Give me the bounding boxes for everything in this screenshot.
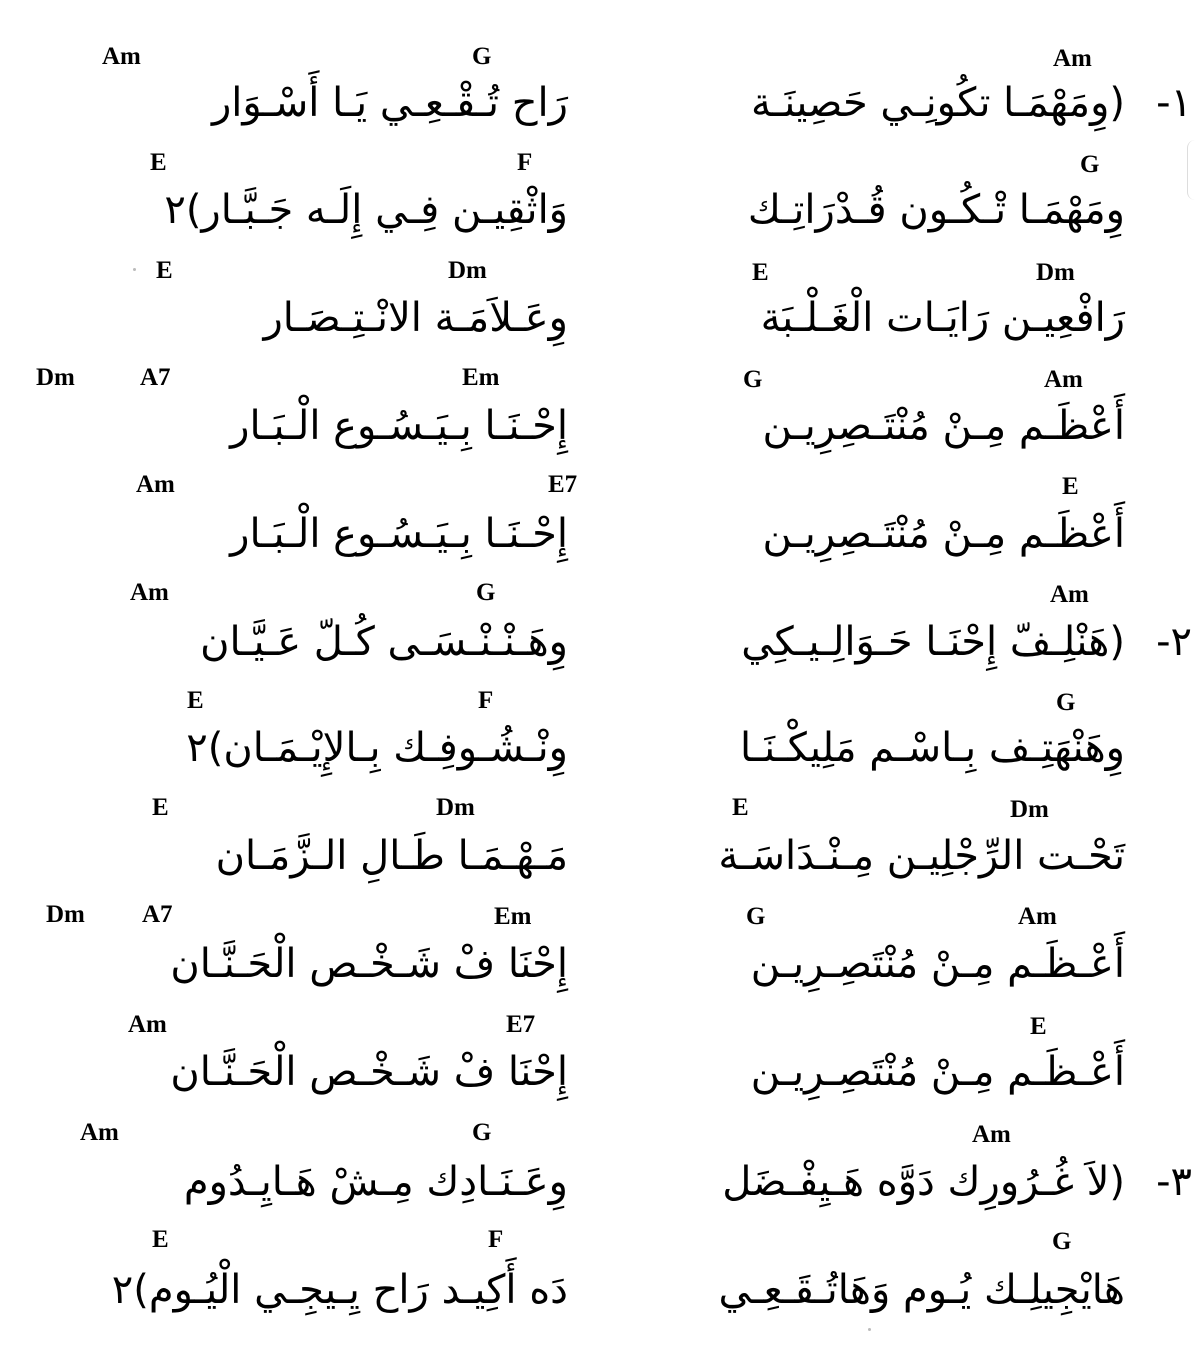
chord: E <box>150 149 167 176</box>
lyric-line: إِحْنَا فْ شَـخْـص الْحَـنَّـان <box>170 941 568 987</box>
lyric-line: وِعَـنَـادِك مِـشْ هَـايِـدُوم <box>183 1159 568 1205</box>
lyric-line: أَعْـظَـم مِـنْ مُنْتَصِـرِيـن <box>750 1049 1125 1095</box>
chord: Am <box>1044 366 1083 393</box>
lyric-line: وِمَهْمَـا تْـكُـون قُـدْرَاتِـك <box>747 187 1125 233</box>
lyric-line: إِحْـنَـا بِـيَـسُـوع الْـبَـار <box>230 403 568 449</box>
chord: Em <box>494 903 532 930</box>
chord: F <box>478 687 494 714</box>
chord: Am <box>130 579 169 606</box>
chord: E <box>187 687 204 714</box>
lyric-line: وِهَـنْـنْـسَـى كُـلّ عَـيَّـان <box>200 619 568 665</box>
lyric-line: إِحْنَا فْ شَـخْـص الْحَـنَّـان <box>170 1049 568 1095</box>
chord: E <box>152 1226 169 1253</box>
chord: E7 <box>506 1011 536 1038</box>
chord: G <box>476 579 496 606</box>
lyric-line: وِهَنْهَتِـف بِـاسْـم مَلِيكْـنَـا <box>740 725 1125 771</box>
chord: G <box>743 366 763 393</box>
chord: Am <box>80 1119 119 1146</box>
chord: G <box>472 1119 492 1146</box>
chord: Am <box>1018 903 1057 930</box>
lyric-line: (هَنْلِـفّ إِحْنَـا حَـوَالِـيـكِي <box>741 619 1125 665</box>
lyric-line: هَايْجِيلِـك يُـوم وَهَاتُـقَـعِـي <box>718 1267 1125 1313</box>
lyric-line: وِعَـلاَمَـة الانْـتِـصَـار <box>263 295 568 341</box>
chord: G <box>746 903 766 930</box>
lyric-line: (وِمَهْمَـا تكُونِـي حَصِينَـة <box>750 80 1125 126</box>
chord: E <box>1030 1013 1047 1040</box>
chord: G <box>1052 1228 1072 1255</box>
chord: E <box>732 794 749 821</box>
verse-number: ٣- <box>1156 1159 1192 1205</box>
chord: E <box>152 794 169 821</box>
lyric-line: إِحْـنَـا بِـيَـسُـوع الْـبَـار <box>230 511 568 557</box>
scan-speck <box>133 268 136 271</box>
lyric-line: أَعْظَـم مِـنْ مُنْتَـصِرِيـن <box>762 511 1125 557</box>
chord: G <box>472 43 492 70</box>
chord: A7 <box>140 364 171 391</box>
lyric-line: أَعْـظَـم مِـنْ مُنْتَصِـرِيـن <box>750 941 1125 987</box>
lyric-line: تَحْـت الرِّجْلِيـن مِـنْـدَاسَـة <box>718 833 1125 879</box>
lyric-line: (لاَ غُـرُورِك دَوَّه هَـيِفْـضَل <box>722 1159 1125 1205</box>
chord: Am <box>102 43 141 70</box>
chord: Am <box>128 1011 167 1038</box>
scan-speck <box>868 1328 871 1331</box>
lyric-line: وِنْـشُـوفِـك بِـالإِيْـمَـان)٢ <box>186 725 568 771</box>
lyric-line: رَاح تُـقْـعِـي يَـا أَسْـوَار <box>211 80 568 126</box>
chord: G <box>1080 151 1100 178</box>
lyric-line: وَاثْقِيـن فِـي إِلَـه جَـبَّـار)٢ <box>164 187 568 233</box>
chord: Em <box>462 364 500 391</box>
lyric-line: أَعْظَـم مِـنْ مُنْتَـصِرِيـن <box>762 403 1125 449</box>
chord: Am <box>972 1121 1011 1148</box>
chord: Dm <box>436 794 475 821</box>
chord: F <box>488 1226 504 1253</box>
page-edge-mark <box>1187 140 1200 200</box>
lyric-line: مَـهْـمَـا طَـالِ الـزَّمَـان <box>215 833 568 879</box>
verse-number: ١- <box>1156 80 1192 126</box>
lyric-line: دَه أَكِيـد رَاح يِـيجِـي الْيُـوم)٢ <box>111 1267 568 1313</box>
chord: E <box>752 259 769 286</box>
chord: F <box>517 149 533 176</box>
chord: A7 <box>142 901 173 928</box>
chord: Am <box>136 471 175 498</box>
chord: Dm <box>1010 796 1049 823</box>
chord: Dm <box>1036 259 1075 286</box>
chord: E <box>1062 473 1079 500</box>
chord: E <box>156 257 173 284</box>
chord: Dm <box>36 364 75 391</box>
chord: Am <box>1050 581 1089 608</box>
chord: G <box>1056 689 1076 716</box>
chord: Am <box>1053 45 1092 72</box>
verse-number: ٢- <box>1156 619 1192 665</box>
chord: Dm <box>448 257 487 284</box>
chord: Dm <box>46 901 85 928</box>
lyric-line: رَافْعِيـن رَايَـات الْغَـلْـبَة <box>760 295 1125 341</box>
chord: E7 <box>548 471 578 498</box>
